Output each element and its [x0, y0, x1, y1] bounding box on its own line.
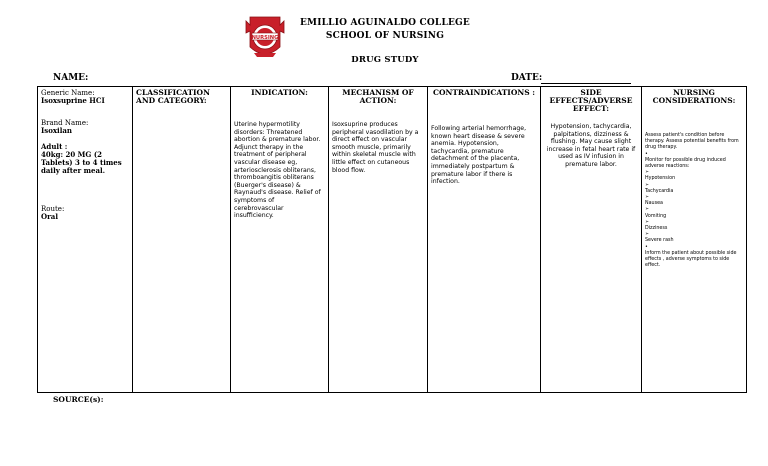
classification-cell	[133, 87, 231, 393]
nursing-monitor: Monitor for possible drug induced adverse reactions:	[645, 157, 726, 170]
arrow-icon: ➢	[645, 182, 650, 188]
arrow-icon: ➢	[645, 232, 650, 238]
arrow-icon: ➢	[645, 195, 650, 201]
nursing-reaction: Vomiting	[645, 213, 667, 219]
contraindications-text: Following arterial hemorrhage, known heart disease & severe anemia. Hypotension, tachycardia, premature detachment of the placenta, immediately postpartum & premature labor if there is infection.	[431, 125, 527, 186]
nursing-cell	[642, 87, 747, 393]
mechanism-text: Isoxsuprine produces peripheral vasodilation by a direct effect on vascular smooth muscle, primarily within skeletal muscle with little effect on cutaneous blood flow.	[332, 121, 419, 174]
nursing-assess: Assess patient's condition before therapy. Assess potential benefits from drug therapy.	[645, 133, 739, 151]
date-label: DATE:	[511, 73, 543, 83]
school-name: SCHOOL OF NURSING	[325, 31, 445, 41]
brand-name: Isoxilan	[41, 126, 73, 135]
nursing-reaction: Severe rash	[645, 238, 674, 244]
arrow-icon: ➢	[645, 170, 650, 176]
table-row	[38, 87, 747, 393]
adult-label: Adult :	[41, 142, 68, 151]
side-effects-text: Hypotension, tachycardia, palpitations, dizziness & flushing. May cause slight increase in fetal heart rate if used as IV infusion in premature labor.	[546, 123, 636, 168]
indication-text: Uterine hypermotility disorders: Threatened abortion & premature labor. Adjunct therapy in the treatment of peripheral vascular disease eg, arteriosclerosis obliterans, thromboangitis obliterans (Buerger's disease) & Raynaud's disease. Relief of symptoms of cerebrovascular insufficiency.	[234, 121, 321, 220]
college-name: EMILLIO AGUINALDO COLLEGE	[300, 18, 470, 28]
nursing-reaction: Nausea	[645, 201, 663, 207]
drug-info-cell	[38, 87, 133, 393]
side-effects-header: SIDE EFFECTS/ADVERSE EFFECT:	[549, 88, 633, 113]
name-label: NAME:	[53, 73, 89, 83]
nursing-header: NURSING CONSIDERATIONS:	[652, 88, 736, 105]
brand-name-label: Brand Name:	[41, 119, 89, 127]
indication-cell	[231, 87, 329, 393]
generic-name: Isoxsuprine HCI	[41, 96, 105, 105]
side-effects-cell	[541, 87, 642, 393]
adult-dose: 40kg: 20 MG (2 Tablets) 3 to 4 times daily after meal.	[41, 150, 122, 175]
contraindications-header: CONTRAINDICATIONS :	[432, 88, 536, 97]
bullet-icon: •	[645, 151, 648, 157]
nursing-reaction: Tachycardia	[645, 188, 674, 194]
document-title: DRUG STUDY	[351, 55, 419, 65]
arrow-icon: ➢	[645, 219, 650, 225]
drug-study-table	[37, 86, 747, 393]
logo-text: NURSING	[251, 34, 279, 41]
arrow-icon: ➢	[645, 207, 650, 213]
generic-name-label: Generic Name:	[41, 89, 95, 97]
indication-header: INDICATION:	[251, 88, 308, 97]
nursing-reaction: Hypotension	[645, 176, 676, 182]
nursing-reaction: Dizziness	[645, 226, 668, 232]
college-logo	[240, 13, 290, 63]
route-value: Oral	[41, 212, 58, 221]
mechanism-header: MECHANISM OF ACTION:	[342, 88, 414, 105]
bullet-icon: •	[645, 244, 648, 250]
route-label: Route:	[41, 205, 65, 213]
contraindications-cell	[428, 87, 541, 393]
source-label: SOURCE(s):	[53, 395, 104, 404]
classification-header: CLASSIFICATION AND CATEGORY:	[136, 88, 210, 105]
nursing-inform: Inform the patient about possible side effects , adverse symptoms to side effect.	[645, 250, 737, 269]
mechanism-cell	[329, 87, 428, 393]
date-field-line[interactable]	[541, 83, 631, 84]
